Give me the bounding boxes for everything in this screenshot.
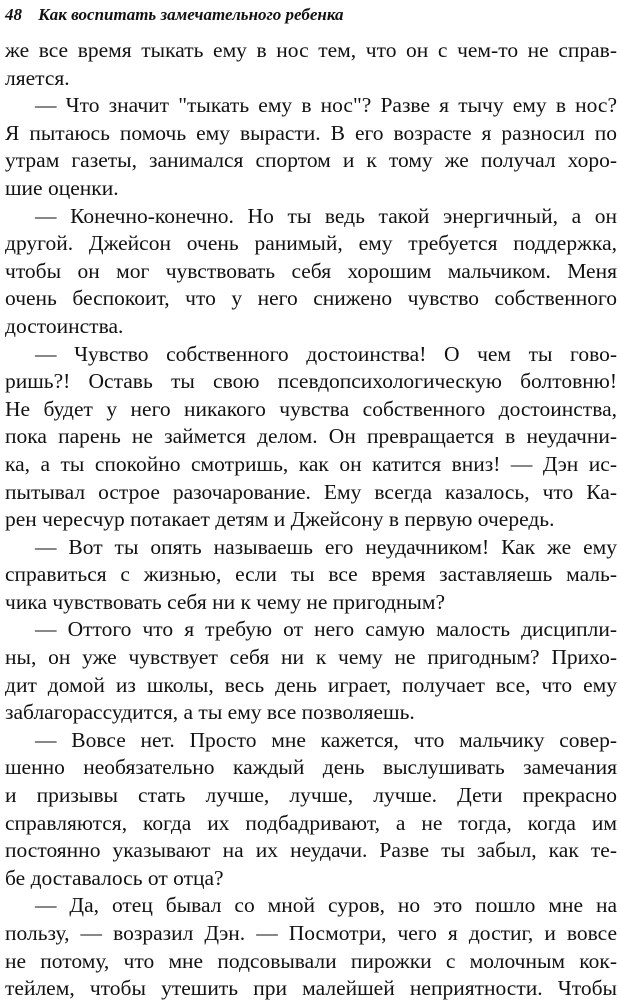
text-line: пользу, — возразил Дэн. — Посмотри, чего я достиг, и вовсе — [5, 921, 617, 945]
text-line: и призывы стать лучше, лучше, лучше. Дети прекрасно — [5, 783, 617, 808]
book-page — [5, 0, 617, 1001]
page-number: 48 — [5, 5, 22, 24]
text-line: Не будет у него никакого чувства собственного достоинства, — [5, 396, 617, 421]
text-line: — Вот ты опять называешь его неудачником! Как же ему — [35, 534, 617, 559]
text-line: ляется. — [5, 65, 70, 90]
text-line: достоинства. — [5, 313, 124, 338]
text-line: же все время тыкать ему в нос тем, что он с чем-то не справ- — [5, 38, 617, 62]
text-line: чика чувствовать себя ни к чему не пригодным? — [5, 589, 446, 614]
book-title: Как воспитать замечательного ребенка — [38, 5, 344, 24]
text-line: — Да, отец бывал со мной суров, но это пошло мне на — [35, 893, 617, 918]
text-line: утрам газеты, занимался спортом и к тому же получал хоро- — [5, 148, 617, 173]
text-line: рен чересчур потакает детям и Джейсону в первую очередь. — [5, 507, 555, 532]
text-line: — Конечно-конечно. Но ты ведь такой энергичный, а он — [35, 203, 617, 228]
text-line: заблагорассудится, а ты ему все позволяешь. — [5, 700, 415, 725]
body-text — [5, 37, 617, 1003]
text-line: справляются, когда их подбадривают, а не тогда, когда им — [5, 810, 617, 835]
text-line: постоянно указывают на их неудачи. Разве ты забыл, как те- — [5, 838, 617, 863]
text-line: ка, а ты спокойно смотришь, как он катится вниз! — Дэн ис- — [5, 451, 617, 476]
text-line: бе доставалось от отца? — [5, 865, 224, 890]
text-line: — Оттого что я требую от него самую малость дисципли- — [35, 617, 617, 642]
text-line: шие оценки. — [5, 175, 119, 200]
text-line: очень беспокоит, что у него снижено чувство собственного — [5, 286, 617, 311]
text-line: другой. Джейсон очень ранимый, ему требуется поддержка, — [5, 231, 617, 256]
text-line: тейлем, чтобы утешить при малейшей неприятности. Чтобы — [5, 976, 617, 1001]
text-line: справиться с жизнью, если ты все время заставляешь маль- — [5, 562, 617, 587]
text-line: пытывал острое разочарование. Ему всегда казалось, что Ка- — [5, 479, 617, 504]
running-head — [5, 3, 617, 27]
text-line: — Что значит "тыкать ему в нос"? Разве я тычу ему в нос? — [35, 93, 617, 118]
text-line: пока парень не займется делом. Он превращается в неудачни- — [5, 424, 617, 449]
text-line: дит домой из школы, весь день играет, получает все, что ему — [5, 672, 617, 697]
text-line: ришь?! Оставь ты свою псевдопсихологическую болтовню! — [5, 369, 617, 394]
text-line: чтобы он мог чувствовать себя хорошим мальчиком. Меня — [5, 258, 617, 283]
text-line: не потому, что мне подсовывали пирожки с молочным кок- — [5, 948, 617, 973]
text-line: — Чувство собственного достоинства! О чем ты гово- — [35, 341, 617, 366]
text-line: Я пытаюсь помочь ему вырасти. В его возрасте я разносил по — [5, 120, 617, 145]
text-line: — Вовсе нет. Просто мне кажется, что мальчику совер- — [35, 727, 617, 752]
text-line: ны, он уже чувствует себя ни к чему не пригодным? Прихо- — [5, 645, 617, 670]
text-line: шенно необязательно каждый день выслушивать замечания — [5, 755, 617, 780]
